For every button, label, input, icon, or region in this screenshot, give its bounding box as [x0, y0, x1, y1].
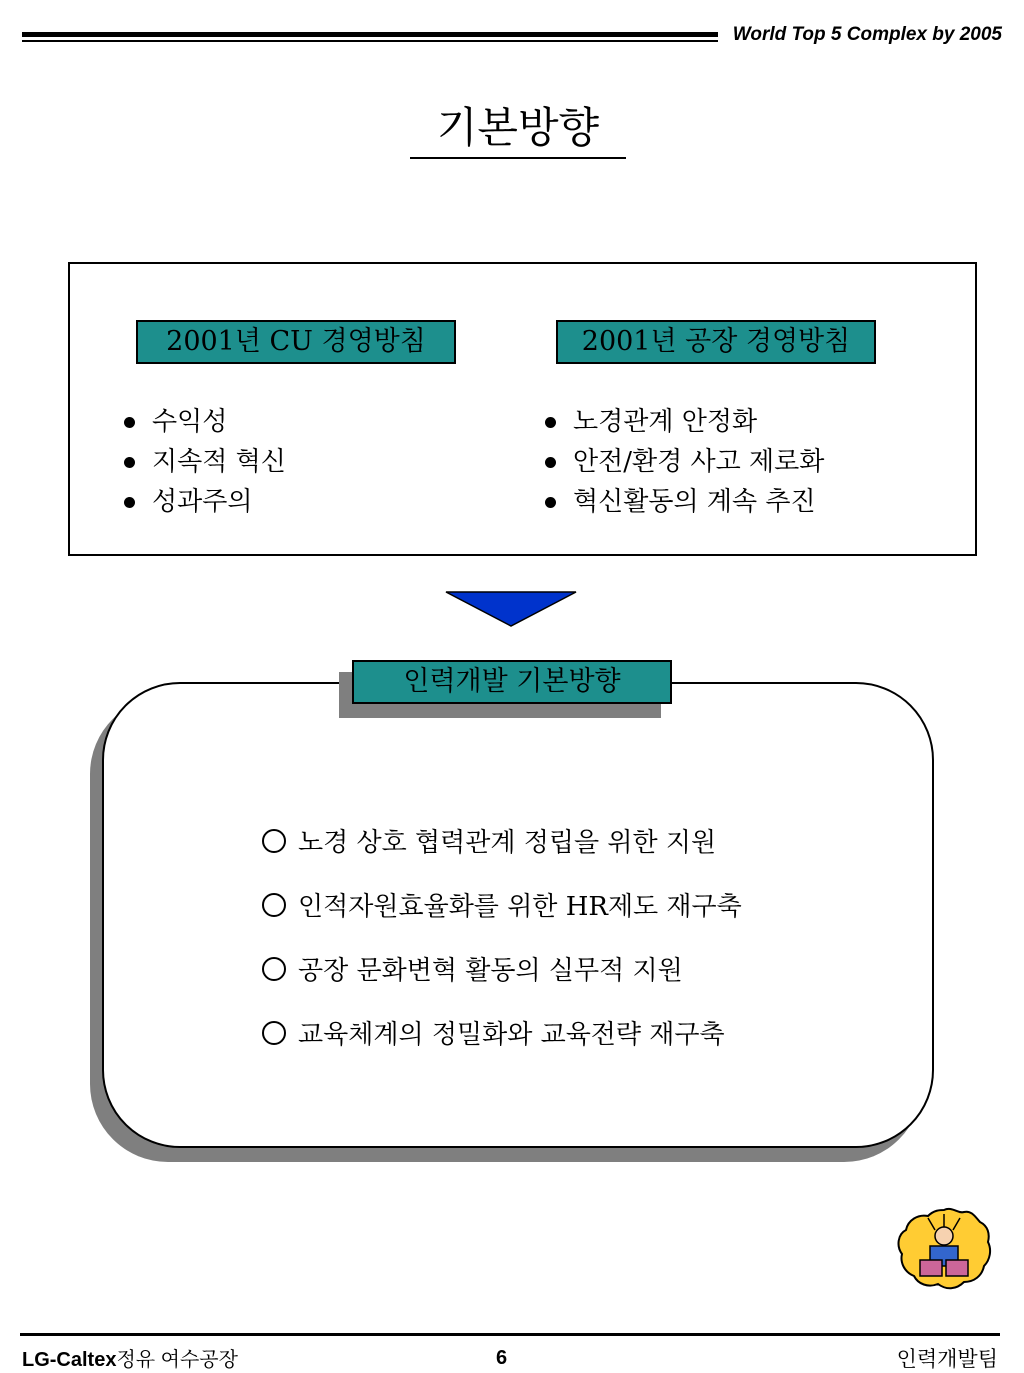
page-number: 6 — [496, 1347, 508, 1369]
footer-team: 인력개발팀 — [896, 1348, 998, 1371]
cu-policy-list — [124, 402, 286, 522]
circle-bullet-icon — [262, 893, 286, 917]
footer-rule — [20, 1333, 1000, 1336]
hr-direction-label: 인력개발 기본방향 — [352, 660, 672, 704]
header-tagline: World Top 5 Complex by 2005 — [732, 24, 1002, 45]
footer-company: LG-Caltex정유 여수공장 — [22, 1349, 238, 1371]
plant-policy-list — [545, 402, 824, 522]
down-arrow-icon — [444, 590, 578, 628]
list-item: 인적자원효율화를 위한 HR제도 재구축 — [262, 884, 742, 948]
header-rule-thin — [22, 40, 718, 42]
circle-bullet-icon — [262, 1021, 286, 1045]
list-item: 안전/환경 사고 제로화 — [545, 442, 824, 482]
list-item: 지속적 혁신 — [124, 442, 286, 482]
list-item: 교육체계의 정밀화와 교육전략 재구축 — [262, 1012, 742, 1076]
excited-person-clipart-icon — [894, 1206, 994, 1292]
circle-bullet-icon — [262, 829, 286, 853]
list-item: 공장 문화변혁 활동의 실무적 지원 — [262, 948, 742, 1012]
list-item: 수익성 — [124, 402, 286, 442]
page-title: 기본방향 — [436, 103, 600, 152]
title-underline — [410, 157, 626, 159]
list-item: 노경 상호 협력관계 정립을 위한 지원 — [262, 820, 742, 884]
circle-bullet-icon — [262, 957, 286, 981]
list-item: 성과주의 — [124, 482, 286, 522]
list-item: 혁신활동의 계속 추진 — [545, 482, 824, 522]
cu-policy-label: 2001년 CU 경영방침 — [136, 320, 456, 364]
plant-policy-label: 2001년 공장 경영방침 — [556, 320, 876, 364]
hr-direction-list — [262, 820, 742, 1076]
header-rule-thick — [22, 32, 718, 37]
list-item: 노경관계 안정화 — [545, 402, 824, 442]
